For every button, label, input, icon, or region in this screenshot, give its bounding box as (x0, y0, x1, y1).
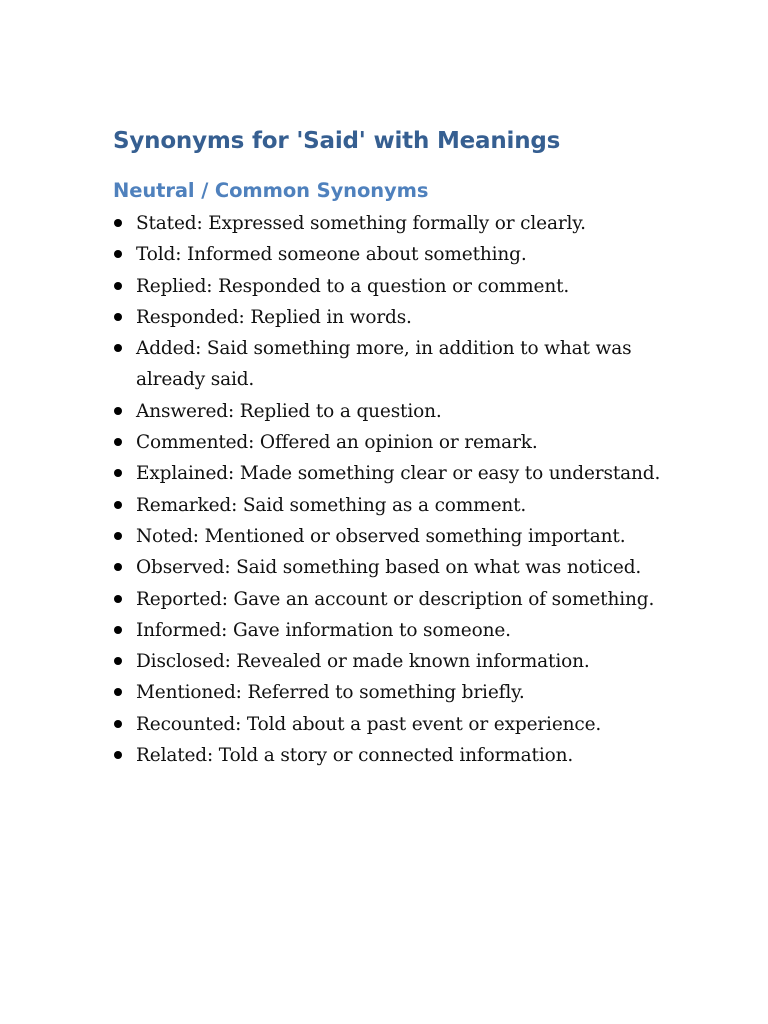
list-item-text: Related: Told a story or connected information. (136, 745, 574, 767)
bullet-icon (114, 626, 122, 634)
list-item-text: Stated: Expressed something formally or clearly. (136, 213, 586, 234)
list-item (113, 427, 673, 458)
bullet-icon (114, 469, 122, 477)
list-item-text: Responded: Replied in words. (136, 306, 412, 328)
list-item (113, 740, 673, 771)
bullet-icon (114, 250, 122, 258)
bullet-icon (114, 657, 122, 665)
list-item-text: Answered: Replied to a question. (136, 400, 442, 422)
list-item-text: Noted: Mentioned or observed something important. (136, 525, 626, 547)
bullet-icon (114, 595, 122, 603)
list-item-text: Observed: Said something based on what was noticed. (136, 557, 642, 579)
list-item-text: Remarked: Said something as a comment. (136, 494, 527, 516)
list-item (113, 458, 673, 489)
bullet-icon (114, 282, 122, 290)
bullet-icon (114, 688, 122, 696)
bullet-icon (114, 563, 122, 571)
bullet-icon (114, 438, 122, 446)
list-item (113, 333, 673, 396)
bullet-icon (114, 407, 122, 415)
synonym-list (113, 208, 673, 771)
list-item (113, 239, 673, 270)
list-item-text: Added: Said something more, in addition to what was already said. (136, 338, 632, 391)
bullet-icon (114, 313, 122, 321)
list-item (113, 208, 673, 239)
list-item (113, 709, 673, 740)
list-item (113, 396, 673, 427)
section-heading: Neutral / Common Synonyms (113, 179, 429, 202)
list-item-text: Told: Informed someone about something. (136, 244, 527, 266)
list-item (113, 677, 673, 708)
list-item-text: Mentioned: Referred to something briefly. (136, 682, 525, 704)
bullet-icon (114, 720, 122, 728)
bullet-icon (114, 219, 122, 227)
list-item-text: Informed: Gave information to someone. (136, 619, 511, 641)
list-item-text: Recounted: Told about a past event or experience. (136, 713, 602, 735)
list-item (113, 615, 673, 646)
bullet-icon (114, 344, 122, 352)
list-item (113, 584, 673, 615)
list-item-text: Disclosed: Revealed or made known information. (136, 651, 590, 673)
list-item-text: Reported: Gave an account or description of something. (136, 588, 655, 610)
list-item-text: Replied: Responded to a question or comment. (136, 275, 570, 297)
list-item (113, 302, 673, 333)
document-title: Synonyms for 'Said' with Meanings (113, 128, 561, 154)
list-item-text: Explained: Made something clear or easy to understand. (136, 463, 661, 485)
list-item (113, 271, 673, 302)
bullet-icon (114, 751, 122, 759)
list-item (113, 552, 673, 583)
list-item (113, 490, 673, 521)
list-item (113, 646, 673, 677)
list-item (113, 521, 673, 552)
list-item-text: Commented: Offered an opinion or remark. (136, 432, 538, 454)
document-page (113, 124, 673, 771)
bullet-icon (114, 501, 122, 509)
bullet-icon (114, 532, 122, 540)
